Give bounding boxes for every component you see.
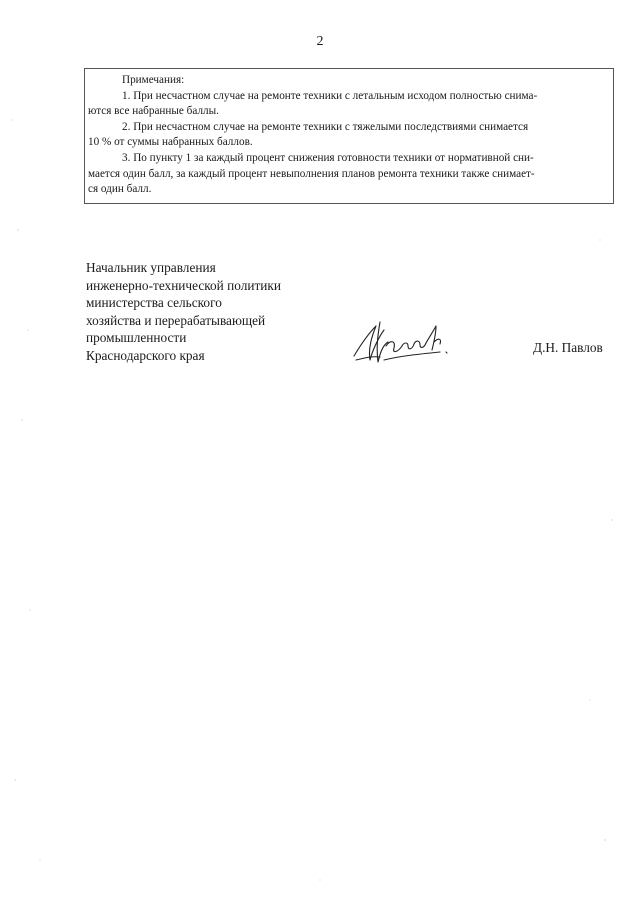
handwritten-signature [350, 316, 460, 368]
position-line: Краснодарского края [86, 347, 205, 363]
note-line: 2. При несчастном случае на ремонте техники с тяжелыми последствиями снимается [122, 120, 529, 133]
note-line: ся один балл. [88, 183, 152, 196]
position-line: хозяйства и перерабатывающей [86, 312, 266, 328]
note-line: ются все набранные баллы. [88, 105, 219, 118]
page-number: 2 [316, 34, 324, 49]
note-line: 10 % от суммы набранных баллов. [88, 136, 253, 149]
signer-name: Д.Н. Павлов [533, 340, 603, 355]
position-line: министерства сельского [86, 295, 222, 311]
position-line: Начальник управления [86, 260, 216, 275]
notes-box [84, 68, 614, 204]
note-line: мается один балл, за каждый процент невыполнения планов ремонта техники также снимает- [88, 167, 535, 180]
position-line: промышленности [86, 330, 187, 346]
note-line: 1. При несчастном случае на ремонте техники с летальным исходом полностью снима- [122, 89, 538, 102]
notes-title: Примечания: [122, 74, 185, 86]
position-line: инженерно-технической политики [86, 277, 281, 293]
note-line: 3. По пункту 1 за каждый процент снижения готовности техники от нормативной сни- [122, 151, 534, 164]
signatory-position [86, 259, 281, 365]
